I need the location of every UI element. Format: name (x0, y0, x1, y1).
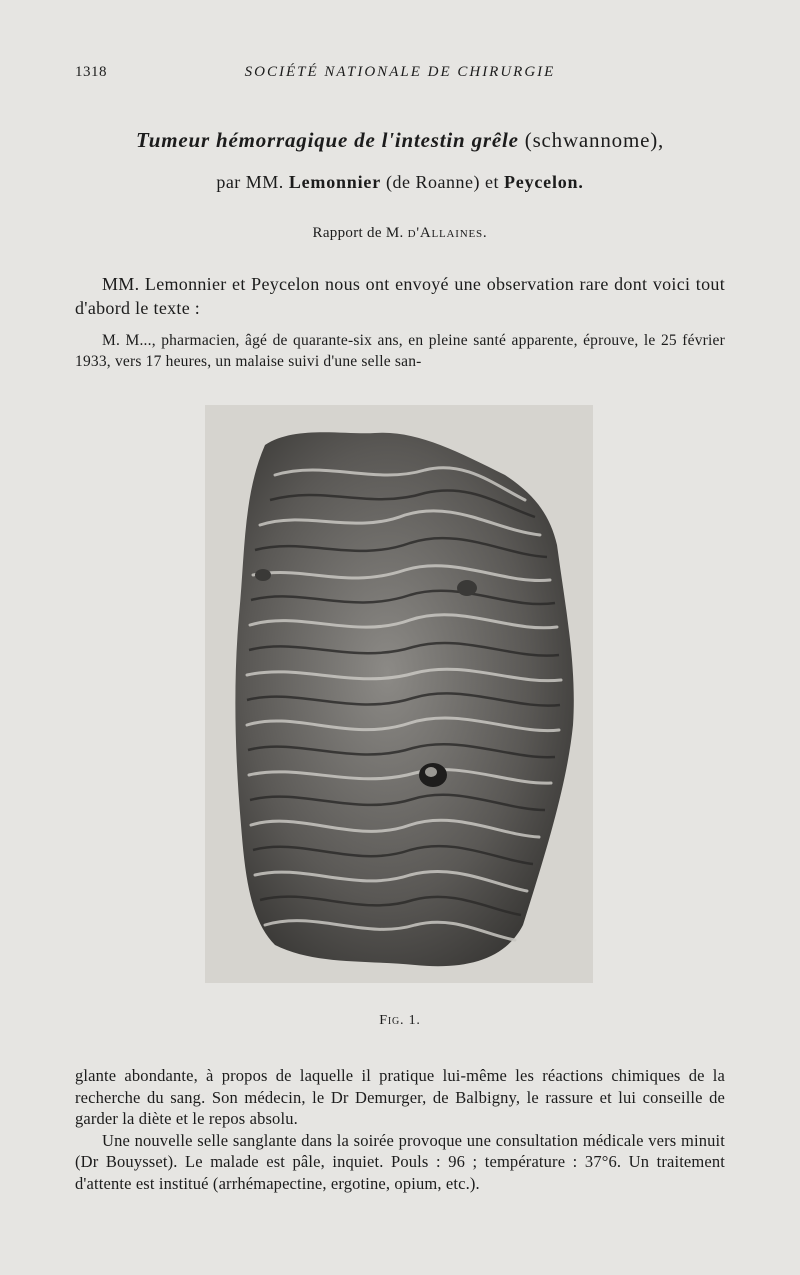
figure-caption-text: Fig. 1. (379, 1013, 421, 1028)
figure-caption (0, 1013, 800, 1029)
article-title-paren: (schwannome), (524, 128, 665, 152)
author-peycelon: Peycelon. (503, 172, 584, 192)
paragraph-2: Une nouvelle selle sanglante dans la soirée provoque une consultation médicale vers minuit (Dr Bouysset). Le malade est pâle, inquiet. Pouls : 96 ; température : 37°6. Un traitement d'attente est institué (arrhémapectine, ergotine, opium, etc.). (75, 1130, 725, 1193)
observation-start (75, 330, 725, 372)
paragraph-1: glante abondante, à propos de laquelle il pratique lui-même les réactions chimiques de la recherche du sang. Son médecin, le Dr Demurger, de Balbigny, le rassure et lui conseille de garder la diète et le repos absolu. (75, 1066, 725, 1128)
byline-par: par MM. (216, 172, 284, 192)
rapport-prefix: Rapport de M. (312, 225, 404, 241)
observation-continued (75, 1065, 725, 1194)
page-number: 1318 (75, 64, 107, 80)
author-lemonnier: Lemonnier (288, 172, 382, 192)
intro-text: MM. Lemonnier et Peycelon nous ont envoyé une observation rare dont voici tout d'abord le texte : (75, 274, 725, 318)
running-title: SOCIÉTÉ NATIONALE DE CHIRURGIE (244, 64, 556, 80)
author-place: (de Roanne) (386, 172, 480, 192)
specimen-photograph (205, 405, 593, 983)
observation-text: M. M..., pharmacien, âgé de quarante-six ans, en pleine santé apparente, éprouve, le 25 février 1933, vers 17 heures, un malaise suivi d'une selle san- (75, 332, 725, 370)
byline (60, 172, 740, 193)
rapport-line (60, 225, 740, 242)
figure-intestine-photo (205, 405, 593, 983)
intro-paragraph (75, 272, 725, 320)
article-title (60, 128, 740, 153)
byline-and: et (484, 172, 499, 192)
running-head (75, 64, 725, 86)
article-title-main: Tumeur hémorragique de l'intestin grêle (135, 128, 519, 152)
rapport-name: d'Allaines. (407, 225, 488, 241)
